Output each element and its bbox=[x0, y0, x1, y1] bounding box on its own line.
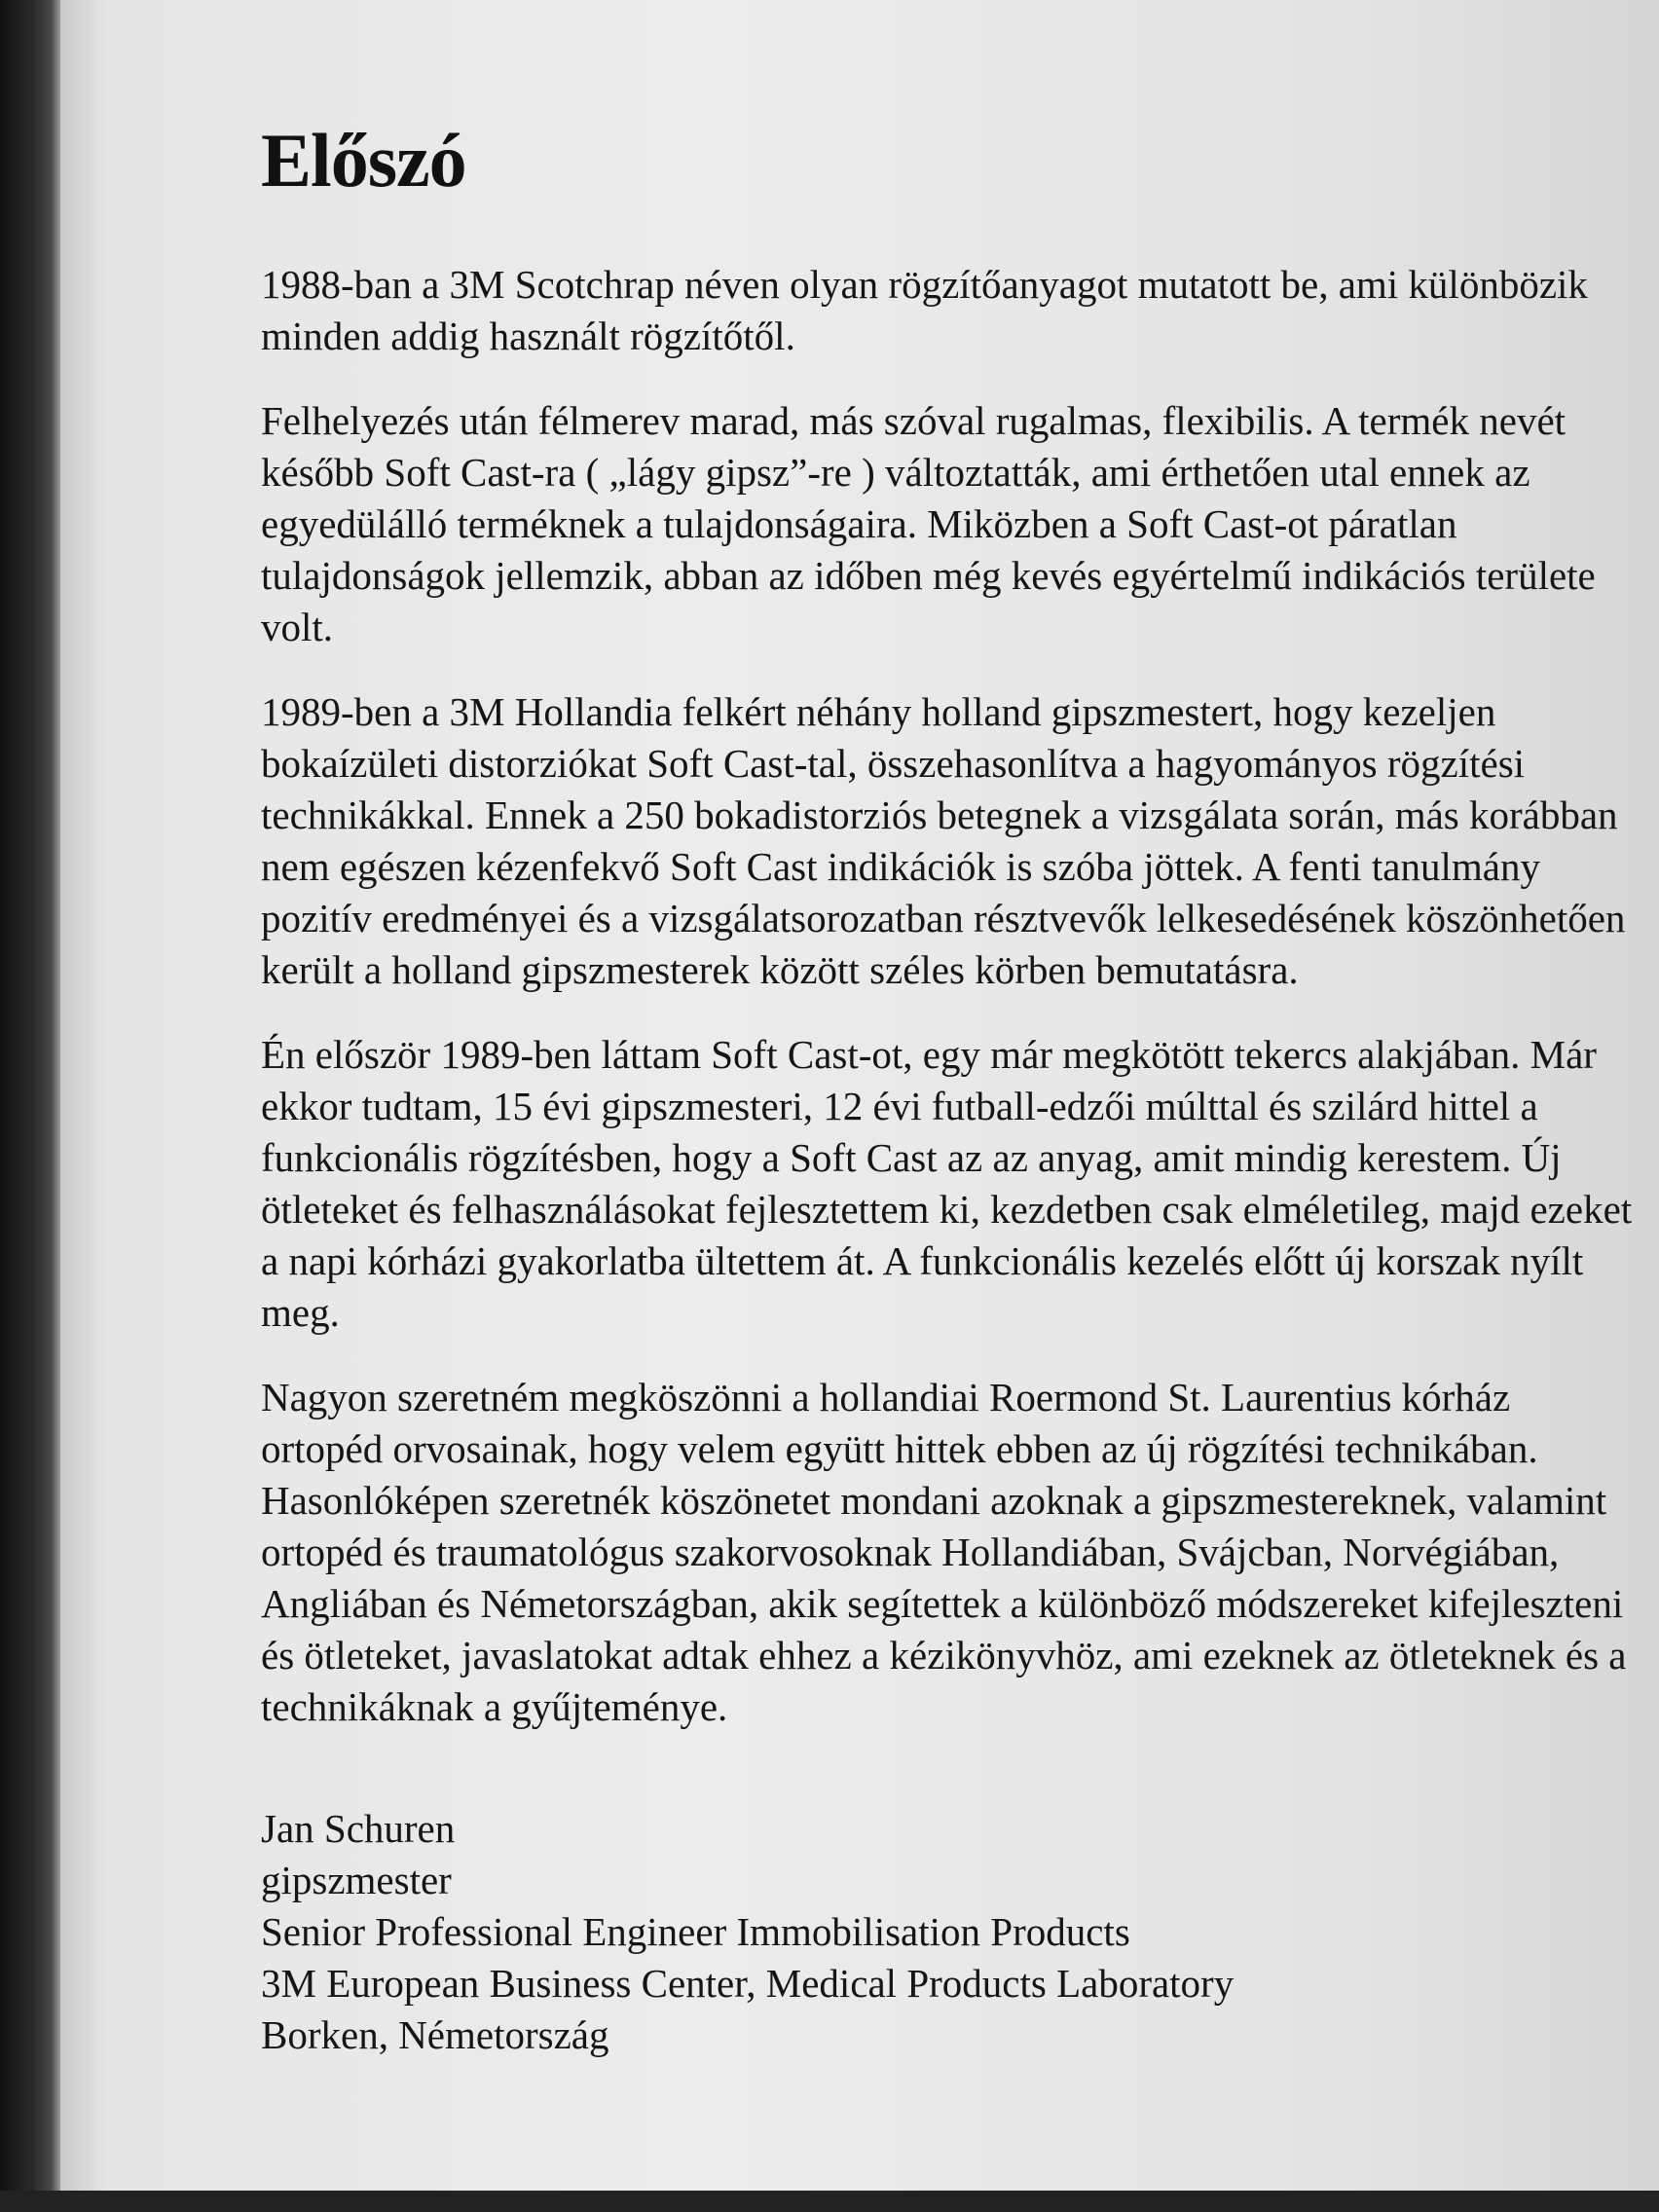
book-page bbox=[60, 0, 1659, 2191]
signature-role: gipszmester bbox=[261, 1858, 452, 1902]
paragraph-3: 1989-ben a 3M Hollandia felkért néhány holland gipszmestert, hogy kezeljen bokaízületi distorziókat Soft Cast-tal, összehasonlítva a hagyományos rögzítési technikákkal. Ennek a 250 bokadistorziós betegnek a vizsgálata során, más korábban nem egészen kézenfekvő Soft Cast indikációk is szóba jöttek. A fenti tanulmány pozitív eredményei és a vizsgálatsorozatban résztvevők lelkesedésének köszönhetően került a holland gipszmesterek között széles körben bemutatásra. bbox=[261, 689, 1626, 992]
paragraph-1: 1988-ban a 3M Scotchrap néven olyan rögzítőanyagot mutatott be, ami különbözik minden addig használt rögzítőtől. bbox=[261, 262, 1588, 358]
bottom-edge-shadow bbox=[0, 2191, 1659, 2212]
page-content bbox=[261, 117, 1659, 2061]
paragraph-4: Én először 1989-ben láttam Soft Cast-ot, egy már megkötött tekercs alakjában. Már ekkor tudtam, 15 évi gipszmesteri, 12 évi futball-edzői múlttal és szilárd hittel a funkcionális rögzítésben, hogy a Soft Cast az az anyag, amit mindig kerestem. Új ötleteket és felhasználásokat fejlesztettem ki, kezdetben csak elméletileg, majd ezeket a napi kórházi gyakorlatba ültettem át. A funkcionális kezelés előtt új korszak nyílt meg. bbox=[261, 1032, 1633, 1335]
book-spine-shadow bbox=[0, 0, 60, 2212]
signature-organization: 3M European Business Center, Medical Products Laboratory bbox=[261, 1961, 1235, 2006]
signature-location: Borken, Németország bbox=[261, 2012, 609, 2057]
signature-position: Senior Professional Engineer Immobilisation Products bbox=[261, 1909, 1130, 1954]
signature-block bbox=[261, 1803, 1659, 2061]
paragraph-5: Nagyon szeretném megköszönni a hollandiai Roermond St. Laurentius kórház ortopéd orvosainak, hogy velem együtt hittek ebben az új rögzítési technikában. Hasonlóképen szeretnék köszönetet mondani azoknak a gipszmestereknek, valamint ortopéd és traumatológus szakorvosoknak Hollandiában, Svájcban, Norvégiában, Angliában és Németországban, akik segítettek a különböző módszereket kifejleszteni és ötleteket, javaslatokat adtak ehhez a kézikönyvhöz, ami ezeknek az ötleteknek és a technikáknak a gyűjteménye. bbox=[261, 1375, 1627, 1729]
signature-name: Jan Schuren bbox=[261, 1806, 456, 1851]
paragraph-2: Felhelyezés után félmerev marad, más szóval rugalmas, flexibilis. A termék nevét később Soft Cast-ra ( „lágy gipsz”-re ) változtatták, ami érthetően utal ennek az egyedülálló terméknek a tulajdonságaira. Miközben a Soft Cast-ot páratlan tulajdonságok jellemzik, abban az időben még kevés egyértelmű indikációs területe volt. bbox=[261, 398, 1596, 649]
page-title: Előszó bbox=[261, 118, 466, 203]
